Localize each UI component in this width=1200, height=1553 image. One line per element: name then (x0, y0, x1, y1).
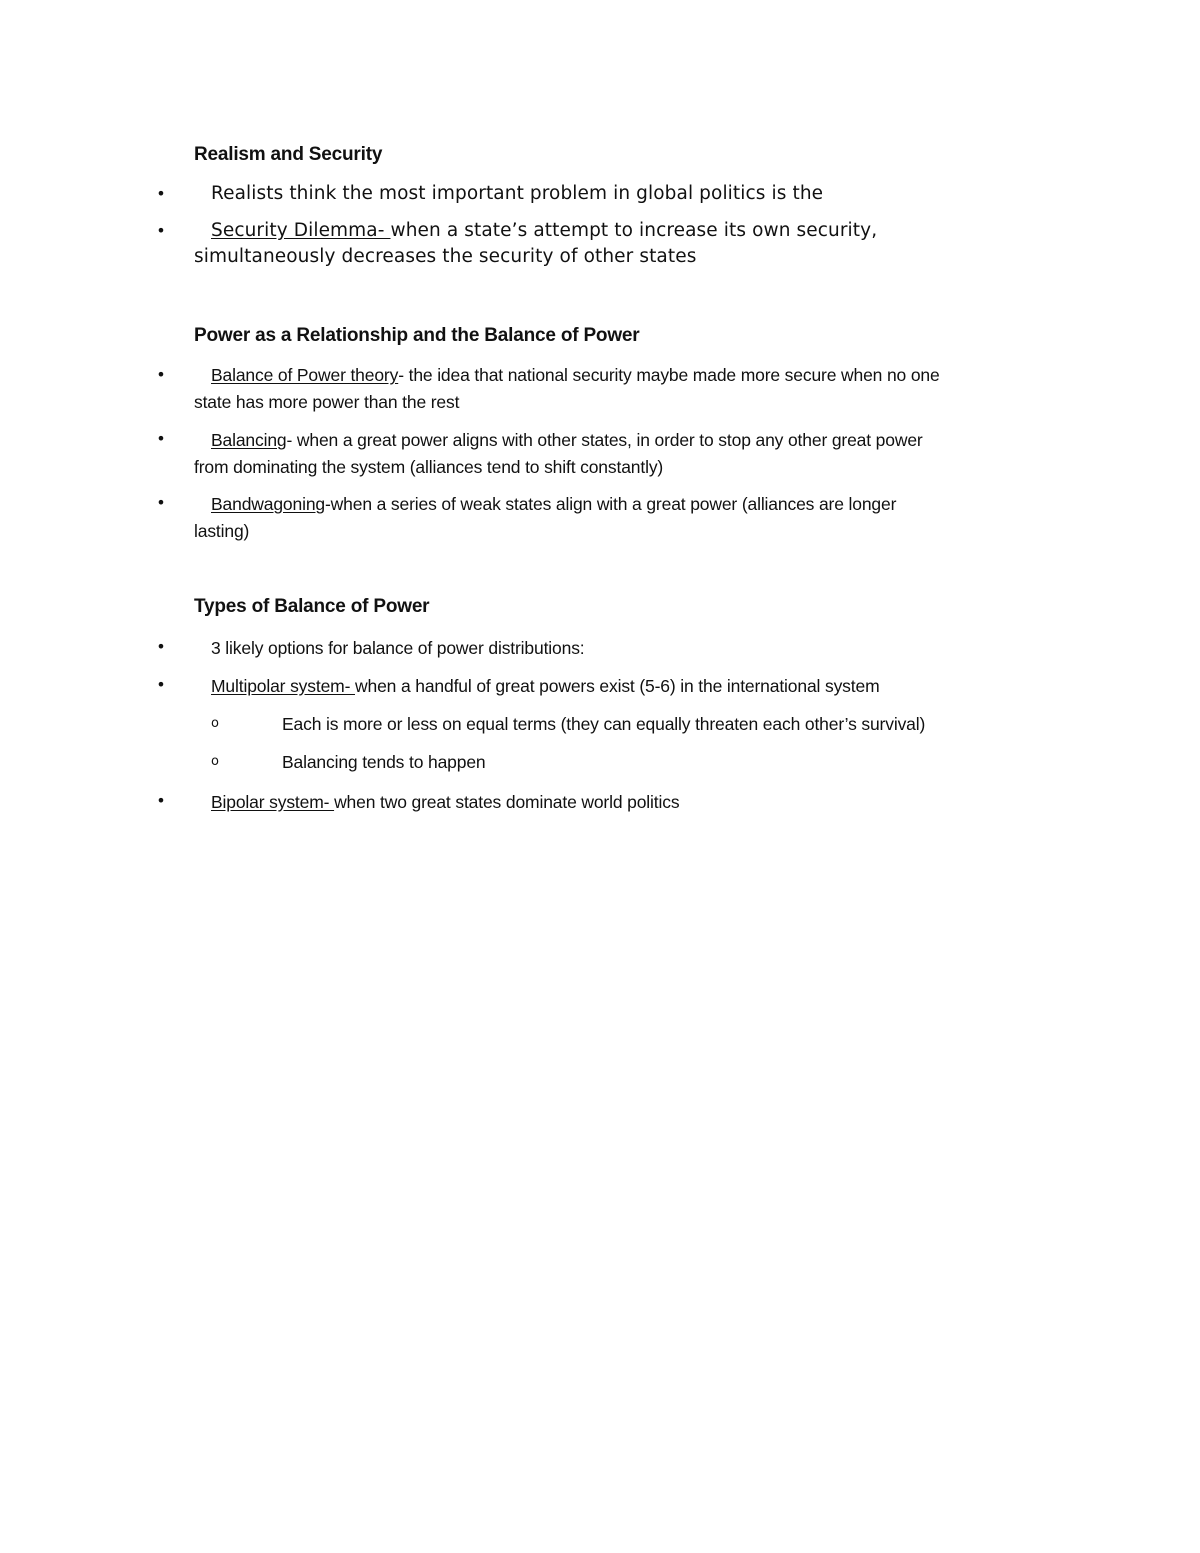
bullet-icon: • (156, 221, 166, 240)
term-balancing: Balancing (211, 430, 287, 450)
item-text: when a state’s attempt to increase its own security, (390, 220, 878, 241)
item-text: -when a series of weak states align with a great power (alliances are longer (325, 494, 897, 514)
item-text: Realists think the most important problem in global politics is the (211, 183, 824, 204)
bullet-icon: • (156, 365, 166, 384)
list-item-security-dilemma (194, 218, 1064, 270)
item-continuation: state has more power than the rest (194, 392, 460, 412)
item-text: - the idea that national security maybe made more secure when no one (398, 365, 940, 385)
list-item-bipolar (194, 789, 1064, 816)
section-heading-power-relationship: Power as a Relationship and the Balance of Power (194, 325, 640, 346)
sub-item-balancing-happens: Balancing tends to happen (282, 752, 486, 772)
item-continuation: lasting) (194, 521, 250, 541)
list-item-multipolar (194, 673, 1064, 700)
list-item-balancing (194, 427, 1064, 481)
bullet-icon: • (156, 675, 166, 694)
bullet-icon: • (156, 184, 166, 203)
bullet-icon: • (156, 493, 166, 512)
item-continuation: simultaneously decreases the security of other states (194, 246, 697, 267)
section-heading-types-of-balance: Types of Balance of Power (194, 596, 430, 617)
term-security-dilemma: Security Dilemma- (211, 220, 391, 241)
sub-item-equal-terms: Each is more or less on equal terms (they can equally threaten each other’s survival) (282, 714, 926, 734)
item-text: 3 likely options for balance of power distributions: (211, 638, 585, 658)
bullet-icon: • (156, 791, 166, 810)
item-text: when two great states dominate world politics (334, 792, 680, 812)
item-text: - when a great power aligns with other states, in order to stop any other great power (286, 430, 923, 450)
list-item-bandwagoning (194, 491, 1064, 545)
section-heading-realism: Realism and Security (194, 144, 383, 165)
list-item-realists (194, 181, 1064, 207)
bullet-icon: • (156, 637, 166, 656)
term-multipolar-system: Multipolar system- (211, 676, 355, 696)
sub-bullet-icon: o (211, 716, 219, 731)
bullet-icon: • (156, 429, 166, 448)
term-bipolar-system: Bipolar system- (211, 792, 335, 812)
list-item-balance-of-power-theory (194, 362, 1064, 416)
term-balance-of-power-theory: Balance of Power theory (211, 365, 399, 385)
term-bandwagoning: Bandwagoning (211, 494, 325, 514)
sub-bullet-icon: o (211, 754, 219, 769)
list-item-likely-options (194, 635, 1064, 662)
item-text: when a handful of great powers exist (5-6) in the international system (355, 676, 880, 696)
item-continuation: from dominating the system (alliances tend to shift constantly) (194, 457, 664, 477)
